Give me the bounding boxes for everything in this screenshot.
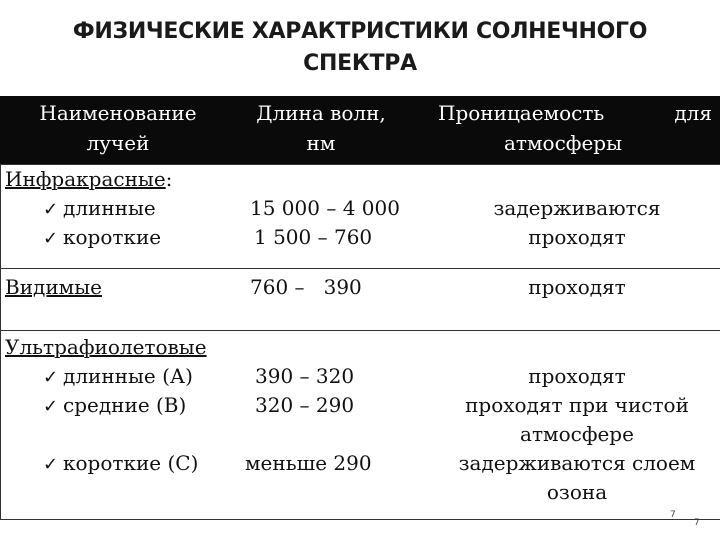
infrared-short [43,223,161,253]
visible-name [5,273,102,302]
title-line-2: СПЕКТРА [303,51,417,76]
header-permeability-line2: атмосферы [504,131,622,155]
header-permeability [406,98,720,158]
uv-medium [43,391,186,421]
page-number: 7 [670,510,676,520]
uv-long-label: длинные (А) [63,364,193,388]
uv-medium-permeability-line2: атмосфере [520,422,634,446]
infrared-long-label: длинные [63,196,156,220]
visible-name-text: Видимые [5,275,102,299]
title-line-1: ФИЗИЧЕСКИЕ ХАРАКТРИСТИКИ СОЛНЕЧНОГО [72,19,648,44]
header-ray-name-line1: Наименование [39,101,197,125]
table-header [0,96,720,164]
uv-medium-label: средние (В) [63,393,187,417]
header-ray-name-line2: лучей [86,131,150,155]
table-row-visible [0,268,720,331]
table-row-ultraviolet [0,330,720,520]
infrared-name-colon: : [165,167,173,191]
header-wavelength-line1: Длина волн, [256,101,386,125]
visible-permeability: проходят [528,275,626,299]
infrared-long-wavelength: 15 000 – 4 000 [250,196,400,220]
uv-long-wavelength: 390 – 320 [255,364,355,388]
visible-wavelength: 760 – 390 [250,275,362,299]
infrared-short-wavelength: 1 500 – 760 [254,225,373,249]
check-icon: ✓ [43,396,59,417]
uv-medium-wavelength: 320 – 290 [255,393,355,417]
infrared-short-label: короткие [63,225,162,249]
infrared-long-permeability: задерживаются [493,196,661,220]
uv-short-label: короткие (С) [63,451,199,475]
uv-short [43,449,198,479]
infrared-name [5,165,172,194]
uv-name [5,333,207,362]
uv-name-text: Ультрафиолетовые [5,335,207,359]
uv-long [43,362,193,392]
infrared-long [43,194,156,224]
header-permeability-for: для [674,101,712,125]
page-title [0,16,720,80]
check-icon: ✓ [43,367,59,388]
uv-medium-permeability-line1: проходят при чистой [465,393,689,417]
header-permeability-line1 [406,98,720,128]
infrared-name-text: Инфракрасные [5,167,166,191]
check-icon: ✓ [43,199,59,220]
page-number-secondary: 7 [694,518,700,528]
uv-short-permeability-line1: задерживаются слоем [458,451,696,475]
header-wavelength [236,98,406,158]
infrared-short-permeability: проходят [528,225,626,249]
uv-short-permeability-line2: озона [546,480,608,504]
check-icon: ✓ [43,228,59,249]
table-row-infrared [0,164,720,269]
uv-long-permeability: проходят [528,364,626,388]
header-ray-name [0,98,236,158]
header-wavelength-line2: нм [306,131,336,155]
header-permeability-word: Проницаемость [438,101,605,125]
check-icon: ✓ [43,454,59,475]
uv-short-wavelength: меньше 290 [245,451,372,475]
